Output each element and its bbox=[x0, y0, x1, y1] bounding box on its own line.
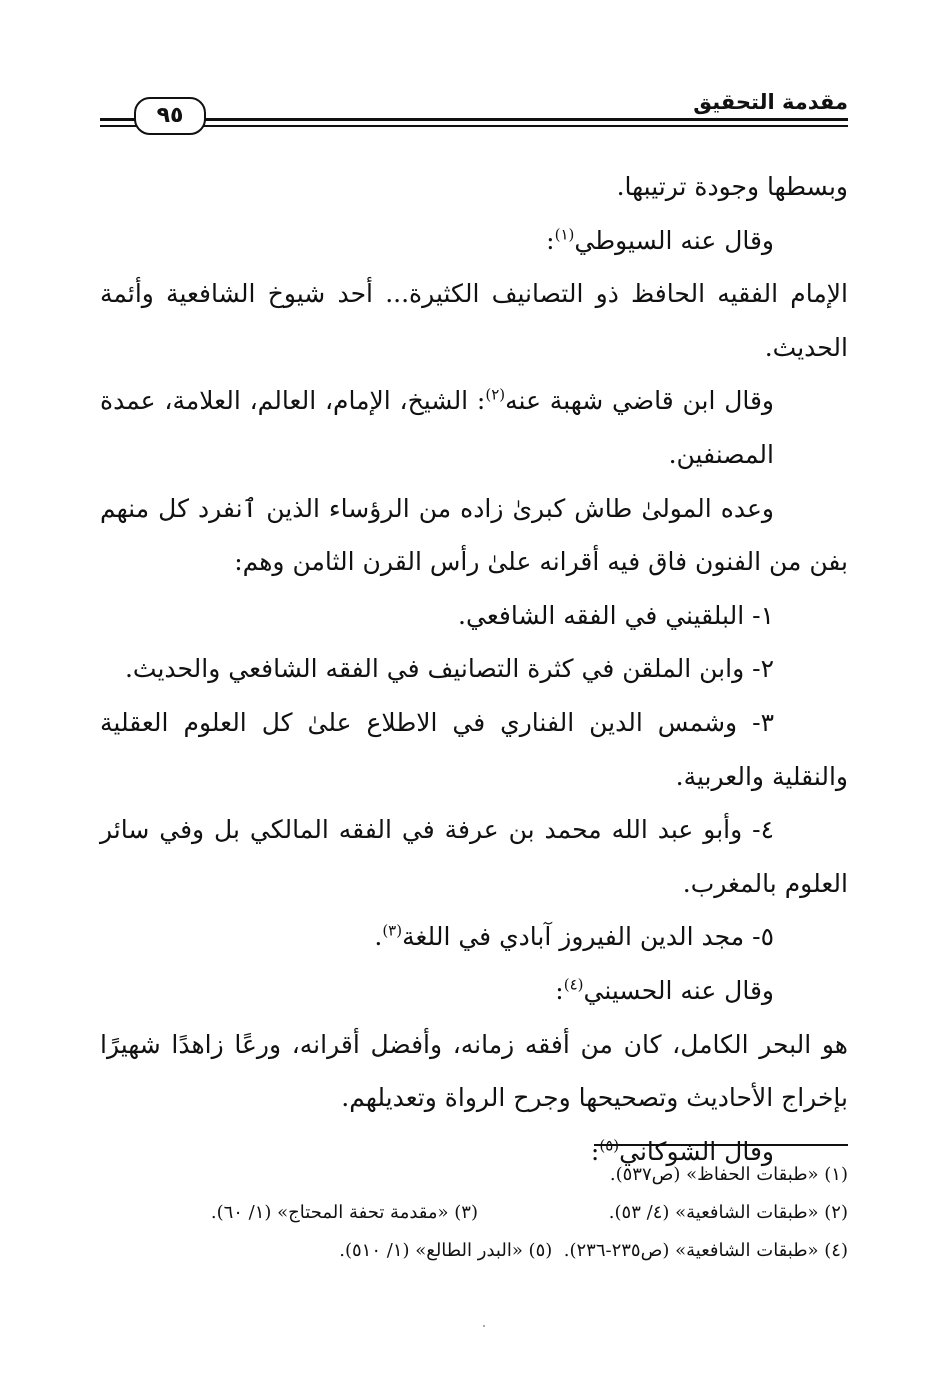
header-rule-bottom bbox=[100, 125, 848, 127]
footnote-ref[interactable]: (٥) bbox=[599, 1136, 620, 1155]
list-item: ٣- وشمس الدين الفناري في الاطلاع علىٰ كل العلوم العقلية والنقلية والعربية. bbox=[100, 707, 848, 791]
list-item: ٥- مجد الدين الفيروز آبادي في اللغة$^{(٣)}$. bbox=[374, 921, 774, 952]
paragraph: وقال الشوكاني$^{(٥)}$: bbox=[590, 1136, 774, 1166]
footnote-ref[interactable]: (٢) bbox=[485, 386, 506, 405]
paragraph: وقال ابن قاضي شهبة عنه$^{(٢)}$: الشيخ، الإمام، العالم، العلامة، عمدة المصنفين. bbox=[100, 386, 774, 469]
list-item: ١- البلقيني في الفقه الشافعي. bbox=[458, 600, 774, 630]
main-text bbox=[100, 160, 848, 1178]
footnotes bbox=[100, 1156, 848, 1270]
paragraph: وقال عنه الحسيني$^{(٤)}$: bbox=[555, 975, 774, 1005]
footnote-ref[interactable]: (١) bbox=[554, 225, 575, 244]
paragraph: هو البحر الكامل، كان من أفقه زمانه، وأفضل أقرانه، ورعًا زاهدًا شهيرًا بإخراج الأحاديث وتصحيحها وجرح الرواة وتعديلهم. bbox=[100, 1029, 848, 1113]
footnote-row bbox=[100, 1232, 848, 1270]
footnote: (٣) «مقدمة تحفة المحتاج» (١/ ٦٠). bbox=[210, 1202, 478, 1223]
page-header bbox=[100, 88, 848, 136]
paragraph: وعده المولىٰ طاش كبرىٰ زاده من الرؤساء الذين ٱنفرد كل منهم بفن من الفنون فاق فيه أقرانه علىٰ رأس القرن الثامن وهم: bbox=[100, 493, 848, 577]
paragraph: وقال عنه السيوطي$^{(١)}$: bbox=[546, 225, 774, 255]
footnote-ref[interactable]: (٣) bbox=[382, 921, 403, 940]
footnote: (١) «طبقات الحفاظ» (ص٥٣٧). bbox=[609, 1164, 848, 1185]
footnote: (٥) «البدر الطالع» (١/ ٥١٠). bbox=[339, 1240, 553, 1261]
footnote-separator bbox=[594, 1144, 848, 1146]
running-title: مقدمة التحقيق bbox=[683, 88, 848, 116]
paragraph: الإمام الفقيه الحافظ ذو التصانيف الكثيرة... أحد شيوخ الشافعية وأئمة الحديث. bbox=[100, 279, 848, 362]
page-number: ٩٥ bbox=[134, 97, 206, 135]
header-rule-top bbox=[100, 118, 848, 121]
list-item: ٤- وأبو عبد الله محمد بن عرفة في الفقه المالكي بل وفي سائر العلوم بالمغرب. bbox=[100, 815, 848, 898]
footnote: (٢) «طبقات الشافعية» (٤/ ٥٣). bbox=[608, 1202, 848, 1223]
footnote-row bbox=[100, 1194, 848, 1232]
footnote: (٤) «طبقات الشافعية» (ص٢٣٥-٢٣٦). bbox=[563, 1240, 848, 1261]
paragraph: وبسطها وجودة ترتيبها. bbox=[616, 172, 848, 201]
footnote-ref[interactable]: (٤) bbox=[563, 975, 584, 994]
list-item: ٢- وابن الملقن في كثرة التصانيف في الفقه الشافعي والحديث. bbox=[124, 654, 774, 684]
scan-speck bbox=[483, 1325, 485, 1327]
